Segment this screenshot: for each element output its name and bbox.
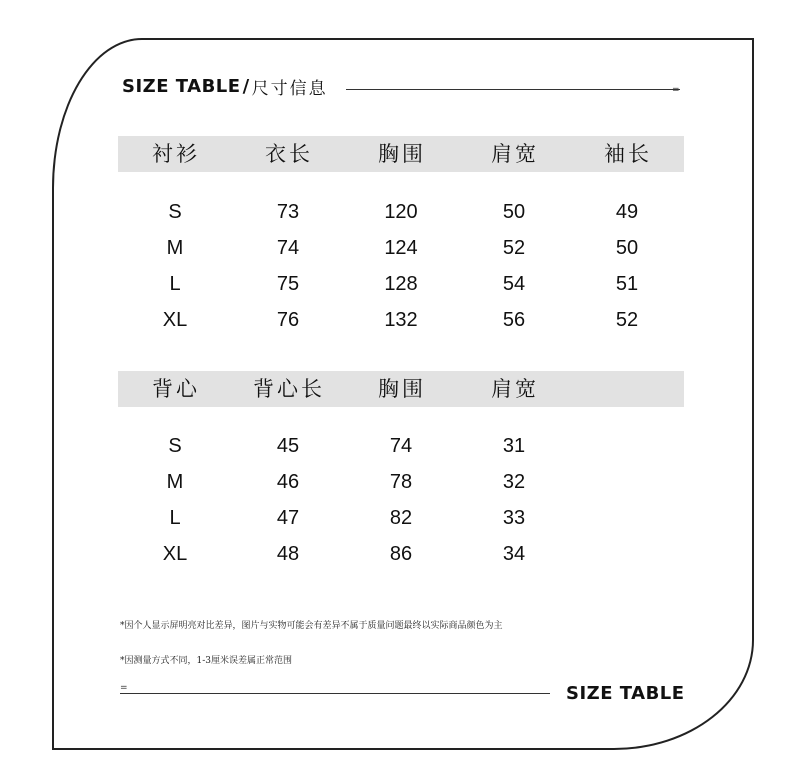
value-cell: 32: [502, 471, 526, 493]
value-cell: 50: [615, 237, 639, 259]
value-cell: 86: [389, 543, 413, 565]
header-mark: =: [672, 85, 680, 95]
value-cell: 74: [389, 435, 413, 457]
value-cell: 45: [276, 435, 300, 457]
vest-header-2: 胸围: [378, 377, 426, 401]
shirt-header-1: 衣长: [265, 142, 313, 166]
size-cell: XL: [162, 543, 188, 565]
value-cell: 31: [502, 435, 526, 457]
footer-mark: =: [120, 683, 128, 693]
value-cell: 51: [615, 273, 639, 295]
value-cell: 47: [276, 507, 300, 529]
vest-header-3: 肩宽: [491, 377, 539, 401]
value-cell: 124: [384, 237, 418, 259]
value-cell: 52: [502, 237, 526, 259]
value-cell: 49: [615, 201, 639, 223]
size-cell: M: [166, 237, 184, 259]
size-cell: M: [166, 471, 184, 493]
shirt-header-0: 衬衫: [152, 142, 200, 166]
title-english: SIZE TABLE: [122, 75, 241, 97]
size-cell: L: [169, 507, 181, 529]
size-cell: L: [169, 273, 181, 295]
footer-divider: [120, 693, 550, 694]
value-cell: 52: [615, 309, 639, 331]
note-measurement-error: *因测量方式不同，1-3厘米误差属正常范围: [120, 656, 292, 666]
size-cell: S: [168, 201, 182, 223]
header-divider: [346, 89, 680, 90]
value-cell: 33: [502, 507, 526, 529]
value-cell: 48: [276, 543, 300, 565]
value-cell: 54: [502, 273, 526, 295]
title-separator: /: [242, 75, 250, 97]
value-cell: 76: [276, 309, 300, 331]
value-cell: 128: [384, 273, 418, 295]
size-cell: S: [168, 435, 182, 457]
value-cell: 74: [276, 237, 300, 259]
value-cell: 132: [384, 309, 418, 331]
shirt-header-4: 袖长: [604, 142, 652, 166]
title-chinese: 尺寸信息: [251, 78, 328, 99]
value-cell: 73: [276, 201, 300, 223]
shirt-header-2: 胸围: [378, 142, 426, 166]
value-cell: 34: [502, 543, 526, 565]
header-title: [122, 74, 328, 98]
value-cell: 78: [389, 471, 413, 493]
vest-header-1: 背心长: [253, 377, 325, 401]
note-display-difference: *因个人显示屏明亮对比差异，图片与实物可能会有差异不属于质量问题最终以实际商品颜色为主: [120, 621, 503, 631]
value-cell: 75: [276, 273, 300, 295]
shirt-header-3: 肩宽: [491, 142, 539, 166]
value-cell: 82: [389, 507, 413, 529]
footer-title: SIZE TABLE: [566, 683, 685, 704]
size-cell: XL: [162, 309, 188, 331]
value-cell: 46: [276, 471, 300, 493]
vest-header-0: 背心: [152, 377, 200, 401]
value-cell: 50: [502, 201, 526, 223]
value-cell: 120: [384, 201, 418, 223]
value-cell: 56: [502, 309, 526, 331]
